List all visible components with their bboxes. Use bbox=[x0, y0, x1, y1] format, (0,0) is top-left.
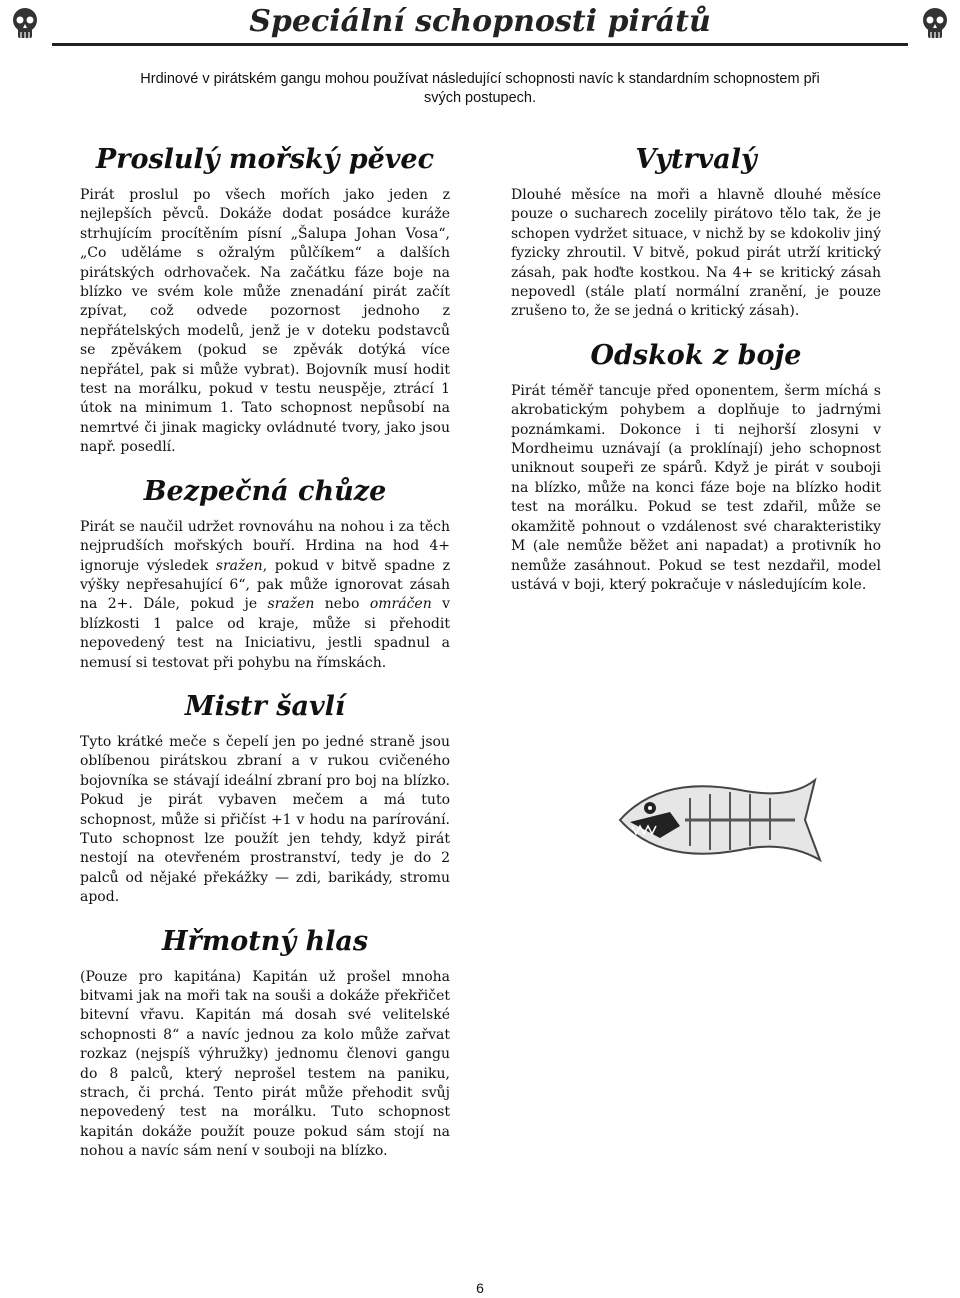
section-title: Hřmotný hlas bbox=[161, 925, 369, 957]
status-term: omráčen bbox=[369, 596, 432, 613]
left-column bbox=[80, 140, 450, 1162]
section-text: Tyto krátké meče s čepelí jen po jedné straně jsou oblíbenou pirátskou zbraní a v rukou cvičeného bojovníka se stávají ideální zbraní pro boj na blízko. Pokud je pirát vybaven mečem a má tuto schopnost, může si přičíst +1 v hodu na parírování. Tuto schopnost lze použít jen tehdy, když pirát nestojí na otevřeném prostranství, tedy je do 2 palců od nějaké překážky — zdi, barikády, stromu apod. bbox=[80, 733, 450, 906]
page-title: Speciální schopnosti pirátů bbox=[249, 4, 711, 39]
section-title: Bezpečná chůze bbox=[143, 475, 387, 507]
section-title: Proslulý mořský pěvec bbox=[95, 144, 435, 175]
section-pevec bbox=[80, 140, 450, 458]
status-term: sražen bbox=[267, 596, 315, 613]
section-title: Vytrvalý bbox=[635, 144, 757, 175]
section-text: Pirát se naučil udržet rovnováhu na nohou i za těch nejprudších mořských bouří. Hrdina na hod 4+ ignoruje výsledek sražen, pokud v bitvě spadne z výšky nepřesahující 6“, pak může ignorovat zásah na 2+. Dále, pokud je sražen nebo omráčen v blízkosti 1 palce od kraje, může si přehodit nepovedený test na Iniciativu, jestli spadnul a nemusí si testovat při pohybu na římskách. bbox=[80, 518, 451, 671]
section-vytrvaly bbox=[511, 140, 881, 322]
page-number: 6 bbox=[476, 1280, 484, 1296]
section-hlas bbox=[80, 922, 450, 1162]
right-column bbox=[511, 140, 881, 595]
section-chuze bbox=[80, 472, 450, 673]
intro-text: Hrdinové v pirátském gangu mohou používat následující schopnosti navíc k standardním schopnostem při svých postupech. bbox=[140, 71, 820, 106]
section-odskok bbox=[511, 336, 881, 595]
section-text: Dlouhé měsíce na moři a hlavně dlouhé měsíce pouze o sucharech zocelily pirátovo tělo tak, že je schopen vydržet situace, v nichž by se kdokoliv jiný fyzicky zhroutil. V bitvě, pokud pirát utrží kritický zásah, pak hoďte kostkou. Na 4+ se kritický zásah nepovedl (stále platí normální zranění, je pouze zrušeno to, že se jedná o kritický zásah). bbox=[511, 187, 881, 320]
title-divider bbox=[52, 43, 908, 46]
section-text: Pirát téměř tancuje před oponentem, šerm míchá s akrobatickým pohybem a doplňuje to jadrnými poznámkami. Dokonce i ti nejhorší zlosyni v Mordheimu uznávají (a proklínají) jeho schopnost uniknout soupeři ze spárů. Když je pirát v souboji na blízko, může na konci fáze boje na blízko hodit test na morálku. Pokud se test zdařil, může se okamžitě pohnout o vzdálenost své charakteristiky M (ale nemůže běžet ani napadat) a protivník ho nemůže zasáhnout. Pokud se test nezdařil, model ustává v boji, který pokračuje v následujícím kole. bbox=[511, 382, 881, 593]
section-title: Mistr šavlí bbox=[184, 690, 346, 722]
section-title: Odskok z boje bbox=[590, 339, 802, 371]
section-text: (Pouze pro kapitána) Kapitán už prošel mnoha bitvami jak na moři tak na souši a dokáže překřičet bitevní vřavu. Kapitán má dosah své velitelské schopnosti 8“ a navíc jednou za kolo může zařvat rozkaz (nejspíš výhružky) jednomu členovi gangu do 8 palců, který neprošel testem na paniku, strach, či prchá. Tento pirát může přehodit svůj nepovedený test na morálku. Tuto schopnost kapitán dokáže použít pouze pokud sám stojí na nohou a navíc sám není v souboji na blízko. bbox=[80, 968, 450, 1160]
section-text: Pirát proslul po všech mořích jako jeden z nejlepších pěvců. Dokáže dodat posádce kuráže strhujícím procítěním písní „Šalupa Johan Vosa“, „Co uděláme s ožralým půlčíkem“ a dalších pirátských odrhovaček. Na začátku fáze boje na blízko ve svém kole může znenadání pirát začít zpívat, což odvede pozornost jednoho z nepřátelských modelů, jenž je v doteku podstavců se zpěvákem (pokud se zpěvák dotýká více nepřátel, pak si může vybrat). Bojovník musí hodit test na morálku, pokud v testu neuspěje, ztrácí 1 útok na minimum 1. Tato schopnost nepůsobí na nemrtvé či jinak magicky ovládnuté tvory, jako jsou např. posedlí. bbox=[80, 187, 450, 456]
status-term: sražen bbox=[215, 557, 263, 574]
section-savle bbox=[80, 687, 450, 908]
fish-skeleton-icon bbox=[600, 760, 840, 880]
